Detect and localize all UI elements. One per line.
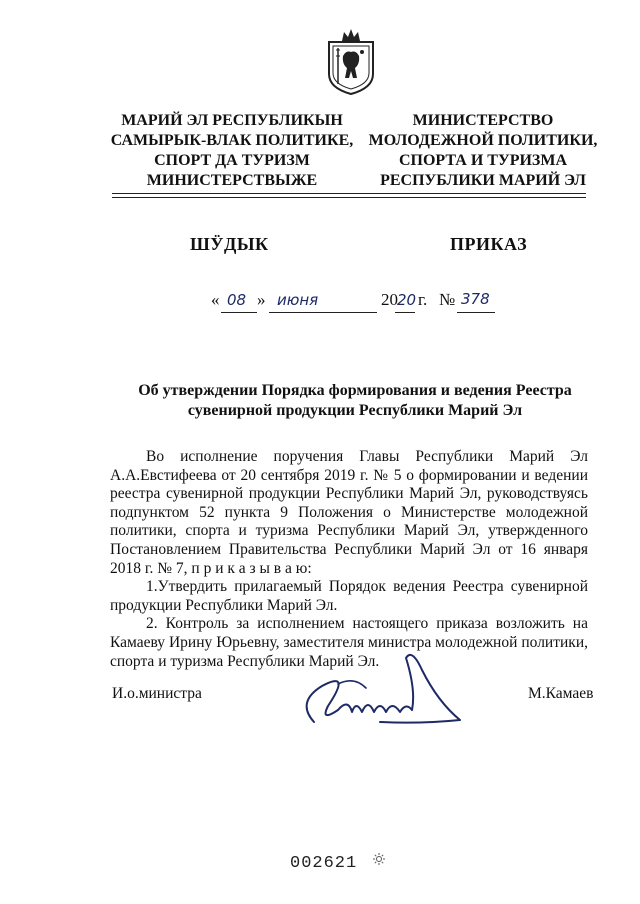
handwritten-signature bbox=[292, 640, 462, 730]
order-item-2: 2. Контроль за исполнением настоящего приказа возложить на Камаеву Ирину Юрьевну, заместителя министра молодежной политики, спорта и туризма Республики Марий Эл. bbox=[110, 615, 588, 670]
header-divider-thin bbox=[112, 197, 586, 198]
header-right-line: СПОРТА И ТУРИЗМА bbox=[398, 152, 568, 169]
order-title-line: Об утверждении Порядка формирования и ведения Реестра bbox=[138, 382, 572, 399]
header-left-line: САМЫРЫК-ВЛАК ПОЛИТИКЕ, bbox=[110, 132, 354, 149]
doc-type-mari: ШӰДЫК bbox=[190, 234, 269, 254]
form-serial-number: 002621 bbox=[290, 854, 358, 873]
header-left-ministry-name bbox=[96, 111, 368, 191]
date-close-quote: » bbox=[257, 290, 266, 309]
date-year-prefix: 20 bbox=[381, 290, 398, 309]
header-right-line: МИНИСТЕРСТВО bbox=[412, 112, 554, 129]
order-number-sign: № bbox=[439, 290, 456, 309]
header-right-line: МОЛОДЕЖНОЙ ПОЛИТИКИ, bbox=[368, 132, 598, 149]
header-divider-thick bbox=[112, 193, 586, 194]
date-day-underline bbox=[221, 312, 257, 313]
date-year-mark: г. bbox=[418, 290, 428, 309]
order-title bbox=[110, 381, 600, 421]
header-left-line: СПОРТ ДА ТУРИЗМ bbox=[154, 152, 310, 169]
header-left-line: МАРИЙ ЭЛ РЕСПУБЛИКЫН bbox=[121, 112, 343, 129]
order-number: 378 bbox=[461, 290, 490, 308]
order-title-line: сувенирной продукции Республики Марий Эл bbox=[187, 402, 523, 419]
order-item-1: 1.Утвердить прилагаемый Порядок ведения Реестра сувенирной продукции Республики Марий Эл. bbox=[110, 578, 588, 614]
order-number-underline bbox=[457, 312, 495, 313]
signer-position: И.о.министра bbox=[112, 685, 202, 702]
preamble-paragraph: Во исполнение поручения Главы Республики Марий Эл А.А.Евстифеева от 20 сентября 2019 г. № 5 о формировании и ведении реестра сувенирной продукции Республики Марий Эл, руководствуясь подпунктом 52 пункта 9 Положения о Министерстве молодежной политики, спорта и туризма Республики Марий Эл, утвержденного Постановлением Правительства Республики Марий Эл от 16 января 2018 г. № 7, п р и к а з ы в а ю: bbox=[110, 448, 588, 577]
doc-type-russian: ПРИКАЗ bbox=[450, 234, 528, 254]
date-year-suffix: 20 bbox=[397, 291, 417, 309]
coat-of-arms-emblem bbox=[324, 26, 378, 96]
date-open-quote: « bbox=[211, 290, 220, 309]
date-day: 08 bbox=[227, 291, 247, 309]
date-month-underline bbox=[269, 312, 377, 313]
rosette-icon bbox=[372, 852, 386, 866]
date-month: июня bbox=[277, 291, 319, 309]
header-right-line: РЕСПУБЛИКИ МАРИЙ ЭЛ bbox=[380, 172, 586, 189]
order-date-line bbox=[211, 290, 511, 320]
signer-name: М.Камаев bbox=[528, 685, 594, 702]
header-right-ministry-name bbox=[352, 111, 614, 191]
header-left-line: МИНИСТЕРСТВЫЖЕ bbox=[146, 172, 318, 189]
order-body bbox=[110, 448, 588, 671]
date-year-underline bbox=[395, 312, 415, 313]
